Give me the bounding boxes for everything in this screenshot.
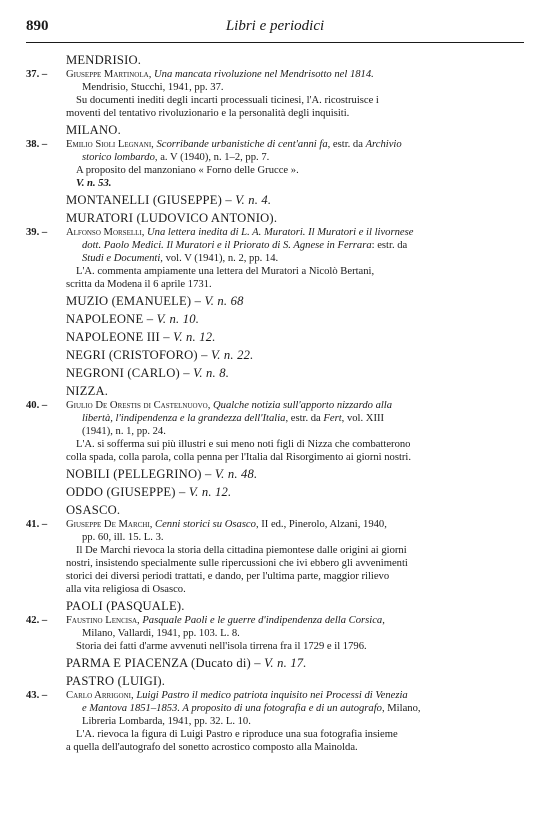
text-run: NEGRONI (CARLO) – bbox=[66, 366, 194, 380]
text-run: storici dei diversi periodi trattati, e dando, per l'ultima parte, maggior rilievo bbox=[66, 571, 390, 582]
title-text: Cenni storici su Osasco bbox=[155, 519, 256, 530]
text-run: (1941), n. 1, pp. 24. bbox=[82, 426, 166, 437]
annotation-text bbox=[26, 278, 524, 291]
bibliography-list bbox=[26, 52, 524, 754]
section-heading bbox=[26, 122, 524, 138]
annotation-text bbox=[26, 451, 524, 464]
section-heading bbox=[26, 466, 524, 482]
text-run: A proposito del manzoniano « Forno delle Grucce ». bbox=[76, 165, 299, 176]
bibliography-entry bbox=[26, 399, 524, 412]
text-run: Libreria Lombarda, 1941, pp. 32. L. 10. bbox=[82, 716, 251, 727]
text-run: NEGRI (CRISTOFORO) – bbox=[66, 348, 211, 362]
text-run: , bbox=[131, 690, 137, 701]
entry-continuation bbox=[26, 531, 524, 544]
title-text: Qualche notizia sull'apporto nizzardo alla bbox=[213, 400, 393, 411]
entry-number: 39. – bbox=[26, 227, 48, 238]
section-heading bbox=[26, 210, 524, 226]
author-name: Giuseppe De Marchi bbox=[66, 519, 150, 530]
title-text: V. n. 8. bbox=[193, 366, 230, 380]
bibliography-entry bbox=[26, 689, 524, 702]
bibliography-entry bbox=[26, 226, 524, 239]
title-text: V. n. 22. bbox=[210, 348, 254, 362]
page-number: 890 bbox=[26, 18, 49, 34]
section-heading bbox=[26, 365, 524, 381]
entry-number: 43. – bbox=[26, 690, 48, 701]
text-run: Storia dei fatti d'arme avvenuti nell'isola tirrena fra il 1729 e il 1796. bbox=[76, 641, 367, 652]
annotation-text bbox=[26, 640, 524, 653]
author-name: Emilio Sioli Legnani bbox=[66, 139, 152, 150]
entry-continuation bbox=[26, 715, 524, 728]
entry-continuation bbox=[26, 425, 524, 438]
text-run: , bbox=[382, 615, 385, 626]
section-heading bbox=[26, 293, 524, 309]
section-heading bbox=[26, 311, 524, 327]
text-run: , estr. da bbox=[327, 139, 366, 150]
text-run: L'A. si sofferma sui più illustri e sui meno noti figli di Nizza che combatterono bbox=[76, 439, 411, 450]
annotation-text bbox=[26, 438, 524, 451]
text-run: , bbox=[141, 227, 148, 238]
annotation-text bbox=[26, 557, 524, 570]
annotation-text bbox=[26, 728, 524, 741]
text-run: , II ed., Pinerolo, Alzani, 1940, bbox=[255, 519, 387, 530]
entry-continuation bbox=[26, 627, 524, 640]
text-run: Milano, Vallardi, 1941, pp. 103. L. 8. bbox=[82, 628, 240, 639]
section-heading bbox=[26, 484, 524, 500]
text-run: alla vita religiosa di Osasco. bbox=[66, 584, 186, 595]
author-name: Carlo Arrigoni bbox=[66, 690, 132, 701]
text-run: , Milano, bbox=[381, 703, 421, 714]
annotation-text bbox=[26, 107, 524, 120]
entry-continuation bbox=[26, 81, 524, 94]
title-text: dott. Paolo Medici. Il Muratori e il Priorato di S. Agnese in Ferrara bbox=[82, 240, 372, 251]
text-run: PASTRO (LUIGI). bbox=[66, 674, 166, 688]
text-run: Il De Marchi rievoca la storia della cittadina piemontese dalle origini ai giorni bbox=[76, 545, 407, 556]
entry-number: 41. – bbox=[26, 519, 48, 530]
bibliography-entry bbox=[26, 138, 524, 151]
title-text: V. n. 4. bbox=[235, 193, 272, 207]
text-run: , vol. V (1941), n. 2, pp. 14. bbox=[160, 253, 279, 264]
title-text: Una mancata rivoluzione nel Mendrisotto nel 1814. bbox=[154, 69, 374, 80]
bibliography-entry bbox=[26, 518, 524, 531]
title-text: e Mantova 1851–1853. A proposito di una fotografia e di un autografo bbox=[82, 703, 382, 714]
text-run: MUZIO (EMANUELE) – bbox=[66, 294, 205, 308]
text-run: colla spada, colla parola, colla penna per l'Italia dal Risorgimento ai giorni nostri. bbox=[66, 452, 412, 463]
section-heading bbox=[26, 598, 524, 614]
text-run: MURATORI (LUDOVICO ANTONIO). bbox=[66, 211, 278, 225]
text-run: V. n. 53. bbox=[76, 178, 112, 189]
title-text: V. n. 68 bbox=[204, 294, 244, 308]
text-run: OSASCO. bbox=[66, 503, 121, 517]
entry-number: 38. – bbox=[26, 139, 48, 150]
text-run: nostri, insistendo specialmente sulle ripercussioni che ivi ebbero gli avvenimenti bbox=[66, 558, 408, 569]
title-text: Una lettera inedita di L. A. Muratori. Il Muratori e il livornese bbox=[147, 227, 414, 238]
text-run: MONTANELLI (GIUSEPPE) – bbox=[66, 193, 236, 207]
section-heading bbox=[26, 192, 524, 208]
annotation-text bbox=[26, 177, 524, 190]
entry-continuation bbox=[26, 252, 524, 265]
title-text: libertà, l'indipendenza e la grandezza dell'Italia bbox=[82, 413, 286, 424]
annotation-text bbox=[26, 544, 524, 557]
text-run: pp. 60, ill. 15. L. 3. bbox=[82, 532, 164, 543]
text-run: NAPOLEONE – bbox=[66, 312, 157, 326]
text-run: PAOLI (PASQUALE). bbox=[66, 599, 185, 613]
page-header bbox=[26, 18, 524, 40]
text-run: , bbox=[149, 519, 155, 530]
title-text: V. n. 10. bbox=[156, 312, 200, 326]
section-heading bbox=[26, 329, 524, 345]
text-run: , vol. XIII bbox=[341, 413, 385, 424]
annotation-text bbox=[26, 741, 524, 754]
title-text: Scorribande urbanistiche di cent'anni fa bbox=[156, 139, 328, 150]
text-run: Su documenti inediti degli incarti processuali ticinesi, l'A. ricostruisce i bbox=[76, 95, 379, 106]
text-run: : estr. da bbox=[371, 240, 408, 251]
section-heading bbox=[26, 383, 524, 399]
text-run: L'A. commenta ampiamente una lettera del Muratori a Nicolò Bertani, bbox=[76, 266, 375, 277]
text-run: L'A. rievoca la figura di Luigi Pastro e riproduce una sua fotografia insieme bbox=[76, 729, 398, 740]
title-text: V. n. 17. bbox=[264, 656, 307, 670]
author-name: Alfonso Morselli bbox=[66, 227, 142, 238]
entry-number: 40. – bbox=[26, 400, 48, 411]
text-run: , bbox=[137, 615, 143, 626]
text-run: PARMA E PIACENZA (Ducato di) – bbox=[66, 656, 265, 670]
section-heading bbox=[26, 673, 524, 689]
title-text: Pasquale Paoli e le guerre d'indipendenza della Corsica bbox=[142, 615, 383, 626]
entry-number: 37. – bbox=[26, 69, 48, 80]
annotation-text bbox=[26, 164, 524, 177]
title-text: V. n. 48. bbox=[214, 467, 258, 481]
section-heading bbox=[26, 52, 524, 68]
entry-number: 42. – bbox=[26, 615, 48, 626]
text-run: , bbox=[148, 69, 154, 80]
entry-continuation bbox=[26, 702, 524, 715]
text-run: , a. V (1940), n. 1–2, pp. 7. bbox=[154, 152, 270, 163]
annotation-text bbox=[26, 583, 524, 596]
text-run: ODDO (GIUSEPPE) – bbox=[66, 485, 189, 499]
title-text: Fert bbox=[323, 413, 342, 424]
title-text: V. n. 12. bbox=[188, 485, 232, 499]
title-text: storico lombardo bbox=[82, 152, 155, 163]
title-text: V. n. 12. bbox=[173, 330, 216, 344]
header-rule bbox=[26, 42, 524, 43]
text-run: , bbox=[151, 139, 157, 150]
text-run: NOBILI (PELLEGRINO) – bbox=[66, 467, 215, 481]
annotation-text bbox=[26, 265, 524, 278]
text-run: MENDRISIO. bbox=[66, 53, 142, 67]
section-heading bbox=[26, 347, 524, 363]
text-run: , estr. da bbox=[285, 413, 324, 424]
title-text: Luigi Pastro il medico patriota inquisito nei Processi di Venezia bbox=[136, 690, 408, 701]
entry-continuation bbox=[26, 239, 524, 252]
running-title: Libri e periodici bbox=[225, 18, 325, 34]
text-run: Mendrisio, Stucchi, 1941, pp. 37. bbox=[82, 82, 224, 93]
bibliography-entry bbox=[26, 68, 524, 81]
annotation-text bbox=[26, 94, 524, 107]
text-run: NIZZA. bbox=[66, 384, 109, 398]
text-run: NAPOLEONE III – bbox=[66, 330, 174, 344]
text-run: , bbox=[207, 400, 214, 411]
bibliography-entry bbox=[26, 614, 524, 627]
author-name: Giuseppe Martinola bbox=[66, 69, 149, 80]
section-heading bbox=[26, 502, 524, 518]
text-run: MILANO. bbox=[66, 123, 121, 137]
text-run: scritta da Modena il 6 aprile 1731. bbox=[66, 279, 212, 290]
author-name: Faustino Lencisa bbox=[66, 615, 138, 626]
entry-continuation bbox=[26, 412, 524, 425]
author-name: Giulio De Orestis di Castelnuovo bbox=[66, 400, 208, 411]
text-run: a quella dell'autografo del sonetto acrostico composto alla Mainolda. bbox=[66, 742, 358, 753]
text-run: moventi del tentativo rivoluzionario e la personalità degli inquisiti. bbox=[66, 108, 350, 119]
title-text: Archivio bbox=[365, 139, 402, 150]
section-heading bbox=[26, 655, 524, 671]
entry-continuation bbox=[26, 151, 524, 164]
annotation-text bbox=[26, 570, 524, 583]
title-text: Studi e Documenti bbox=[82, 253, 161, 264]
